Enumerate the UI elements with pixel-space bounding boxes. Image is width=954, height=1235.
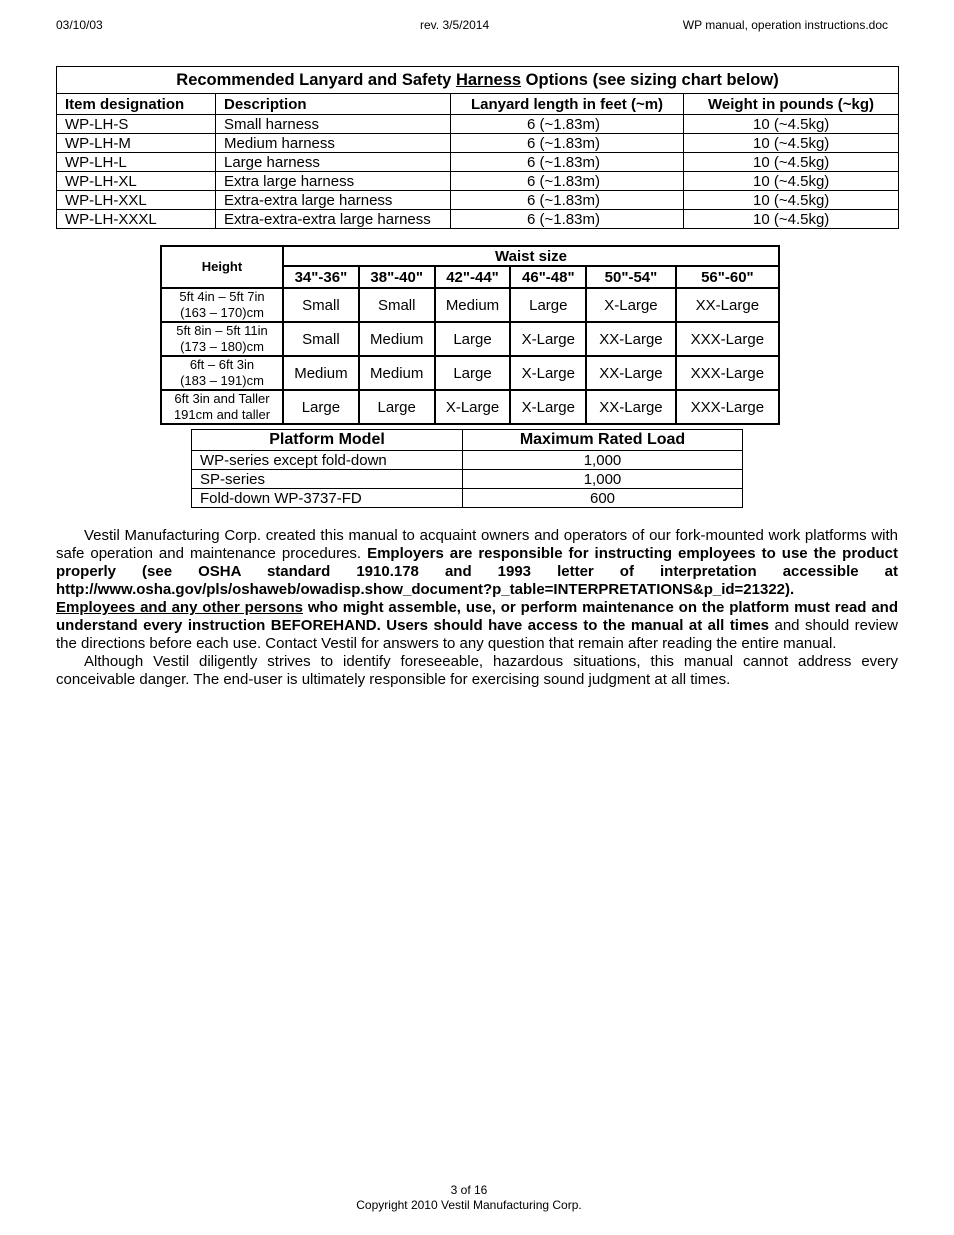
table-row bbox=[57, 153, 899, 172]
harness-size-cell: X-Large bbox=[510, 390, 586, 424]
waist-size-header: Waist size bbox=[283, 246, 779, 266]
harness-size-cell: XXX-Large bbox=[676, 356, 779, 390]
harness-size-cell: X-Large bbox=[586, 288, 676, 322]
waist-col-header: 50"-54" bbox=[586, 266, 676, 288]
height-header: Height bbox=[161, 246, 283, 288]
harness-size-cell: X-Large bbox=[435, 390, 511, 424]
harness-size-cell: Small bbox=[283, 322, 359, 356]
cell-length: 6 (~1.83m) bbox=[451, 153, 684, 172]
cell-weight: 10 (~4.5kg) bbox=[684, 115, 899, 134]
height-range bbox=[161, 356, 283, 390]
harness-size-cell: XX-Large bbox=[586, 356, 676, 390]
cell-weight: 10 (~4.5kg) bbox=[684, 134, 899, 153]
sizing-row bbox=[161, 356, 779, 390]
cell-platform-model: WP-series except fold-down bbox=[192, 451, 463, 470]
paragraph-intro: Vestil Manufacturing Corp. created this manual to acquaint owners and operators of our fork-mounted work platforms with safe operation and maintenance procedures. Employers are responsible for instructing employees to use the product properly (see OSHA standard 1910.178 and 1993 letter of interpretation accessible at http://www.osha.gov/pls/oshaweb/owadisp.show_document?p_table=INTERPRETATIONS&p_id=21322). Employees and any other persons who might assemble, use, or perform maintenance on the platform must read and understand every instruction BEFOREHAND. Users should have access to the manual at all times and should review the directions before each use. Contact Vestil for answers to any question that remain after reading the entire manual. bbox=[56, 527, 899, 652]
col-weight: Weight in pounds (~kg) bbox=[684, 94, 899, 115]
paragraph-disclaimer: Although Vestil diligently strives to identify foreseeable, hazardous situations, this manual cannot address every conceivable danger. The end-user is ultimately responsible for exercising sound judgment at all times. bbox=[56, 653, 898, 688]
harness-size-cell: Medium bbox=[435, 288, 511, 322]
harness-size-cell: Small bbox=[359, 288, 435, 322]
table-row bbox=[192, 489, 743, 508]
cell-item: WP-LH-XL bbox=[57, 172, 216, 191]
height-metric: (173 – 180)cm bbox=[180, 339, 264, 354]
cell-weight: 10 (~4.5kg) bbox=[684, 153, 899, 172]
harness-size-cell: Large bbox=[435, 356, 511, 390]
cell-description: Extra-extra-extra large harness bbox=[216, 210, 451, 229]
waist-col-header: 34"-36" bbox=[283, 266, 359, 288]
cell-item: WP-LH-S bbox=[57, 115, 216, 134]
footer-page-number: 3 of 16 bbox=[450, 1183, 488, 1197]
waist-col-header: 38"-40" bbox=[359, 266, 435, 288]
height-range bbox=[161, 322, 283, 356]
cell-rated-load: 1,000 bbox=[463, 470, 743, 489]
table-row bbox=[57, 115, 899, 134]
harness-size-cell: Medium bbox=[359, 356, 435, 390]
cell-platform-model: SP-series bbox=[192, 470, 463, 489]
header-date: 03/10/03 bbox=[56, 18, 103, 32]
sizing-row bbox=[161, 390, 779, 424]
cell-length: 6 (~1.83m) bbox=[451, 210, 684, 229]
cell-description: Medium harness bbox=[216, 134, 451, 153]
cell-description: Large harness bbox=[216, 153, 451, 172]
table-row bbox=[57, 210, 899, 229]
cell-length: 6 (~1.83m) bbox=[451, 172, 684, 191]
cell-description: Small harness bbox=[216, 115, 451, 134]
cell-length: 6 (~1.83m) bbox=[451, 134, 684, 153]
waist-col-header: 42"-44" bbox=[435, 266, 511, 288]
cell-item: WP-LH-M bbox=[57, 134, 216, 153]
table-row bbox=[57, 134, 899, 153]
height-imperial: 5ft 8in – 5ft 11in bbox=[176, 323, 268, 338]
table-row bbox=[192, 470, 743, 489]
height-metric: (183 – 191)cm bbox=[180, 373, 264, 388]
harness-size-cell: Large bbox=[283, 390, 359, 424]
harness-size-cell: XX-Large bbox=[586, 322, 676, 356]
table-row bbox=[192, 451, 743, 470]
col-platform-model: Platform Model bbox=[192, 430, 463, 451]
lanyard-harness-table bbox=[56, 66, 899, 229]
height-imperial: 6ft – 6ft 3in bbox=[189, 357, 255, 372]
sizing-row bbox=[161, 322, 779, 356]
cell-description: Extra large harness bbox=[216, 172, 451, 191]
harness-size-cell: XXX-Large bbox=[676, 322, 779, 356]
cell-item: WP-LH-XXL bbox=[57, 191, 216, 210]
lanyard-table-title: Recommended Lanyard and Safety Harness Options (see sizing chart below) bbox=[57, 67, 899, 94]
col-description: Description bbox=[216, 94, 451, 115]
footer-copyright: Copyright 2010 Vestil Manufacturing Corp. bbox=[356, 1198, 582, 1212]
cell-platform-model: Fold-down WP-3737-FD bbox=[192, 489, 463, 508]
harness-size-cell: X-Large bbox=[510, 356, 586, 390]
body-text bbox=[56, 527, 898, 689]
harness-size-cell: Large bbox=[359, 390, 435, 424]
height-metric: (163 – 170)cm bbox=[180, 305, 264, 320]
cell-rated-load: 600 bbox=[463, 489, 743, 508]
harness-sizing-chart bbox=[160, 245, 780, 425]
table-row bbox=[57, 191, 899, 210]
platform-load-table bbox=[191, 429, 743, 508]
height-imperial: 6ft 3in and Taller bbox=[174, 391, 270, 406]
height-range bbox=[161, 288, 283, 322]
harness-size-cell: X-Large bbox=[510, 322, 586, 356]
height-metric: 191cm and taller bbox=[173, 407, 271, 422]
cell-rated-load: 1,000 bbox=[463, 451, 743, 470]
harness-size-cell: XX-Large bbox=[676, 288, 779, 322]
harness-size-cell: Medium bbox=[359, 322, 435, 356]
height-range bbox=[161, 390, 283, 424]
height-imperial: 5ft 4in – 5ft 7in bbox=[179, 289, 265, 304]
cell-weight: 10 (~4.5kg) bbox=[684, 172, 899, 191]
col-lanyard-length: Lanyard length in feet (~m) bbox=[451, 94, 684, 115]
harness-size-cell: Large bbox=[435, 322, 511, 356]
cell-item: WP-LH-L bbox=[57, 153, 216, 172]
header-filename: WP manual, operation instructions.doc bbox=[682, 18, 888, 32]
harness-size-cell: Small bbox=[283, 288, 359, 322]
harness-size-cell: XXX-Large bbox=[676, 390, 779, 424]
harness-size-cell: Medium bbox=[283, 356, 359, 390]
col-max-rated-load: Maximum Rated Load bbox=[463, 430, 743, 451]
harness-size-cell: XX-Large bbox=[586, 390, 676, 424]
table-row bbox=[57, 172, 899, 191]
harness-size-cell: Large bbox=[510, 288, 586, 322]
waist-col-header: 46"-48" bbox=[510, 266, 586, 288]
waist-col-header: 56"-60" bbox=[676, 266, 779, 288]
cell-weight: 10 (~4.5kg) bbox=[684, 210, 899, 229]
cell-length: 6 (~1.83m) bbox=[451, 191, 684, 210]
cell-item: WP-LH-XXXL bbox=[57, 210, 216, 229]
col-item-designation: Item designation bbox=[57, 94, 216, 115]
sizing-row bbox=[161, 288, 779, 322]
header-revision: rev. 3/5/2014 bbox=[420, 18, 490, 32]
cell-length: 6 (~1.83m) bbox=[451, 115, 684, 134]
cell-weight: 10 (~4.5kg) bbox=[684, 191, 899, 210]
cell-description: Extra-extra large harness bbox=[216, 191, 451, 210]
